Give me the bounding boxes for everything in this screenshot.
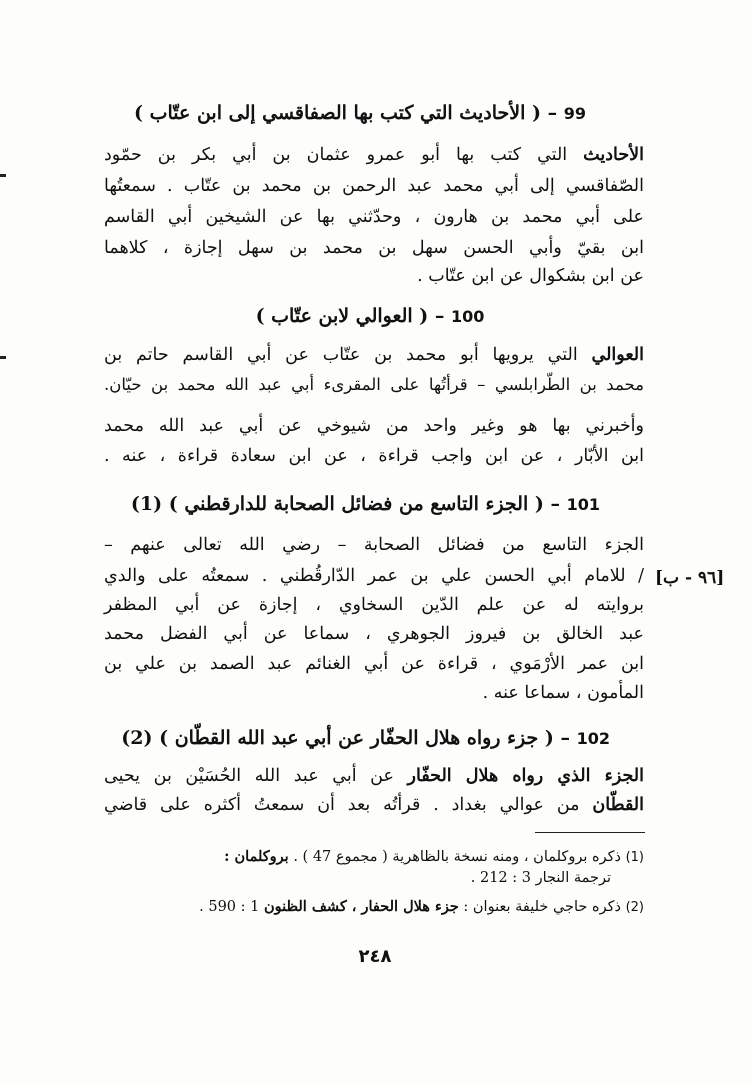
text-line: الأحاديث التي كتب بها أبو عمرو عثمان بن أبي بكر بن حمّود bbox=[104, 145, 644, 165]
binding-mark bbox=[0, 356, 6, 359]
text-line: ابن بقيّ وأبي الحسن سهل بن محمد بن سهل إجازة ، كلاهما bbox=[104, 238, 644, 258]
entry-title: ( الجزء التاسع من فضائل الصحابة للدارقطني ) (1) bbox=[130, 493, 544, 515]
text-line: المأمون ، سماعا عنه . bbox=[482, 683, 644, 703]
entry-number: 100 bbox=[451, 307, 485, 326]
entry-heading-101: 101 – ( الجزء التاسع من فضائل الصحابة للدارقطني ) (1) bbox=[130, 493, 600, 515]
text-line: الجزء التاسع من فضائل الصحابة – رضي الله تعالى عنهم – bbox=[104, 535, 644, 555]
entry-heading-102: 102 – ( جزء رواه هلال الحفّار عن أبي عبد الله القطّان ) (2) bbox=[121, 727, 610, 749]
entry-number: 101 bbox=[566, 495, 600, 514]
text-line: ابن عمر الأرْمَوي ، قراءة عن أبي الغنائم عبد الصمد بن علي بن bbox=[104, 654, 644, 674]
page-number: ٢٤٨ bbox=[358, 946, 392, 967]
entry-heading-99: 99 – ( الأحاديث التي كتب بها الصفاقسي إلى ابن عتّاب ) bbox=[134, 102, 586, 124]
text-line: على أبي محمد بن هارون ، وحدّثني بها عن الشيخين أبي القاسم bbox=[104, 207, 644, 227]
entry-number: 99 bbox=[563, 104, 586, 123]
text-line: محمد بن الطّرابلسي – قرأتُها على المقرىء أبي عبد الله محمد بن حيّان. bbox=[104, 375, 644, 394]
entry-title: ( جزء رواه هلال الحفّار عن أبي عبد الله القطّان ) (2) bbox=[121, 727, 554, 749]
entry-title: ( العوالي لابن عتّاب ) bbox=[255, 305, 429, 327]
entry-heading-100: 100 – ( العوالي لابن عتّاب ) bbox=[255, 305, 485, 327]
text-line: عبد الخالق بن فيروز الجوهري ، سماعا عن أبي الفضل محمد bbox=[104, 624, 644, 644]
text-line: وأخبرني بها هو وغير واحد من شيوخي عن أبي عبد الله محمد bbox=[104, 416, 644, 436]
text-line: ابن الأبّار ، عن ابن واجب قراءة ، عن ابن سعادة قراءة ، عنه . bbox=[104, 446, 644, 466]
entry-title: ( الأحاديث التي كتب بها الصفاقسي إلى ابن عتّاب ) bbox=[134, 102, 541, 124]
text-line: الصّفاقسي إلى أبي محمد عبد الرحمن بن محمد بن عتّاب . سمعتُها bbox=[104, 176, 644, 196]
lead-word: الجزء الذي رواه هلال الحفّار bbox=[407, 766, 644, 786]
margin-folio-reference: [٩٦ - ب] bbox=[655, 568, 725, 588]
footnote-1: (1) ذكره بروكلمان ، ومنه نسخة بالظاهرية ( مجموع 47 ) . بروكلمان : bbox=[224, 848, 644, 865]
text-line: القطّان من عوالي بغداد . قرأتُه بعد أن سمعتُ أكثره على قاضي bbox=[104, 795, 644, 815]
text-line: بروايته له عن علم الدّين السخاوي ، إجازة عن أبي المظفر bbox=[104, 595, 644, 615]
footnote-2: (2) ذكره حاجي خليفة بعنوان : جزء هلال الحفار ، كشف الظنون 1 : 590 . bbox=[199, 898, 644, 915]
footnote-1-continuation: ترجمة النجار 3 : 212 . bbox=[470, 870, 611, 886]
entry-number: 102 bbox=[576, 729, 610, 748]
binding-mark bbox=[0, 174, 6, 177]
lead-word: الأحاديث bbox=[583, 145, 644, 165]
text-line: الجزء الذي رواه هلال الحفّار عن أبي عبد الله الحُسَيْن بن يحيى bbox=[104, 766, 644, 786]
lead-word: العوالي bbox=[591, 345, 644, 365]
text-line: عن ابن بشكوال عن ابن عتّاب . bbox=[417, 266, 644, 286]
lead-word: القطّان bbox=[592, 795, 644, 815]
text-line: العوالي التي يرويها أبو محمد بن عتّاب عن أبي القاسم حاتم بن bbox=[104, 345, 644, 365]
text-line: / للامام أبي الحسن علي بن عمر الدّارقُطني . سمعتُه على والدي bbox=[104, 566, 644, 586]
footnote-divider bbox=[535, 832, 645, 833]
